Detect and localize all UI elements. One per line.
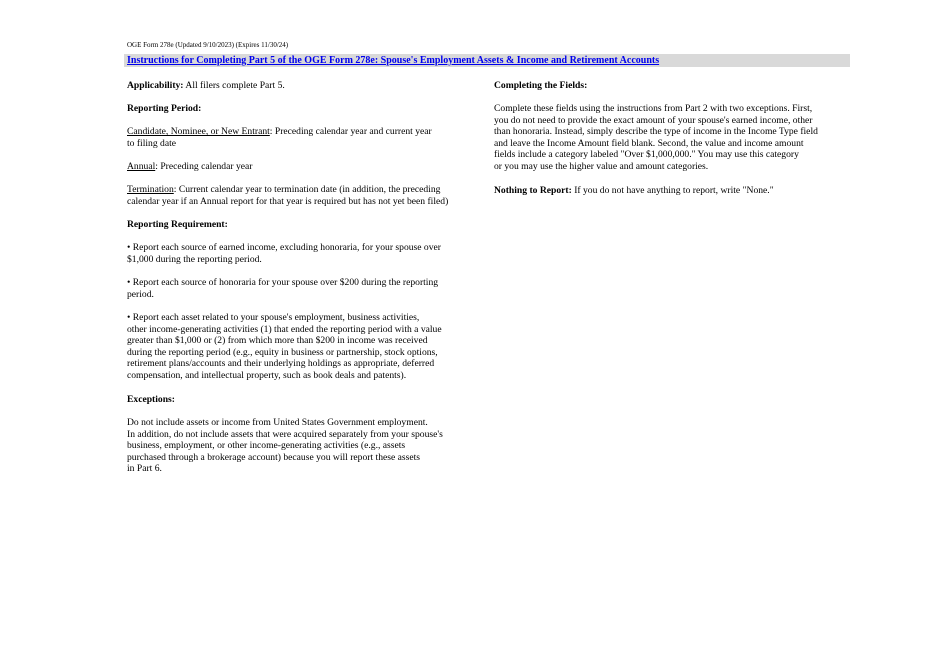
- nothing-to-report-label: Nothing to Report:: [494, 185, 572, 196]
- bullet-line: compensation, and intellectual property, such as book deals and patents).: [127, 369, 407, 381]
- title-bar: [124, 54, 850, 67]
- exceptions-line: Do not include assets or income from United States Government employment.: [127, 417, 428, 428]
- exceptions-line: business, employment, or other income-generating activities (e.g., assets: [127, 440, 406, 451]
- exceptions-paragraph: [127, 417, 443, 475]
- bullet-line: retirement plans/accounts and their underlying holdings as appropriate, deferred: [127, 358, 435, 369]
- bullet-line: greater than $1,000 or (2) from which more than $200 in income was received: [127, 335, 428, 346]
- completing-line: fields include a category labeled "Over $1,000,000." You may use this category: [494, 149, 799, 160]
- reporting-requirement-heading: Reporting Requirement:: [127, 219, 228, 230]
- completing-fields-paragraph: [494, 103, 818, 172]
- bullet-line: • Report each asset related to your spouse's employment, business activities,: [127, 312, 420, 323]
- instructions-title-link[interactable]: Instructions for Completing Part 5 of the OGE Form 278e: Spouse's Employment Assets & Income and Retirement Accounts: [127, 55, 660, 66]
- assets-bullet: [127, 312, 442, 381]
- form-identifier: OGE Form 278e (Updated 9/10/2023) (Expires 11/30/24): [127, 41, 289, 49]
- candidate-text-line2: to filing date: [127, 137, 177, 149]
- completing-line: than honoraria. Instead, simply describe the type of income in the Income Type field: [494, 126, 818, 137]
- completing-line: or you may use the higher value and amount categories.: [494, 160, 709, 172]
- candidate-paragraph: [127, 126, 432, 149]
- termination-text: : Current calendar year to termination date (in addition, the preceding: [173, 184, 441, 195]
- exceptions-heading: Exceptions:: [127, 394, 175, 405]
- exceptions-line: purchased through a brokerage account) because you will report these assets: [127, 451, 421, 463]
- reporting-period-heading: Reporting Period:: [127, 103, 202, 114]
- completing-line: you do not need to provide the exact amount of your spouse's earned income, other: [494, 114, 813, 126]
- bullet-line: period.: [127, 288, 154, 300]
- completing-fields-heading: Completing the Fields:: [494, 80, 588, 91]
- termination-paragraph: [127, 184, 448, 207]
- applicability-label: Applicability:: [127, 80, 184, 91]
- termination-text-line2: calendar year if an Annual report for that year is required but has not yet been filed): [127, 195, 449, 207]
- bullet-line: • Report each source of honoraria for your spouse over $200 during the reporting: [127, 277, 439, 288]
- earned-income-bullet: [127, 242, 441, 265]
- annual-text: : Preceding calendar year: [155, 161, 253, 172]
- candidate-label: Candidate, Nominee, or New Entrant: [127, 126, 270, 137]
- termination-label: Termination: [127, 184, 174, 195]
- honoraria-bullet: [127, 277, 438, 300]
- bullet-line: during the reporting period (e.g., equity in business or partnership, stock options,: [127, 346, 438, 358]
- bullet-line: other income-generating activities (1) that ended the reporting period with a value: [127, 323, 442, 335]
- candidate-text: : Preceding calendar year and current year: [269, 126, 432, 137]
- bullet-line: $1,000 during the reporting period.: [127, 253, 262, 265]
- annual-paragraph: [127, 161, 252, 173]
- applicability-text: All filers complete Part 5.: [183, 80, 285, 91]
- nothing-to-report-text: If you do not have anything to report, write "None.": [571, 185, 774, 196]
- bullet-line: • Report each source of earned income, excluding honoraria, for your spouse over: [127, 242, 441, 253]
- completing-line: Complete these fields using the instructions from Part 2 with two exceptions. First,: [494, 103, 813, 114]
- applicability-paragraph: [127, 80, 285, 92]
- exceptions-line: in Part 6.: [127, 463, 162, 474]
- annual-label: Annual: [127, 161, 156, 172]
- completing-line: and leave the Income Amount field blank. Second, the value and income amount: [494, 137, 804, 149]
- nothing-to-report-paragraph: [494, 185, 774, 197]
- exceptions-line: In addition, do not include assets that were acquired separately from your spouse's: [127, 428, 443, 440]
